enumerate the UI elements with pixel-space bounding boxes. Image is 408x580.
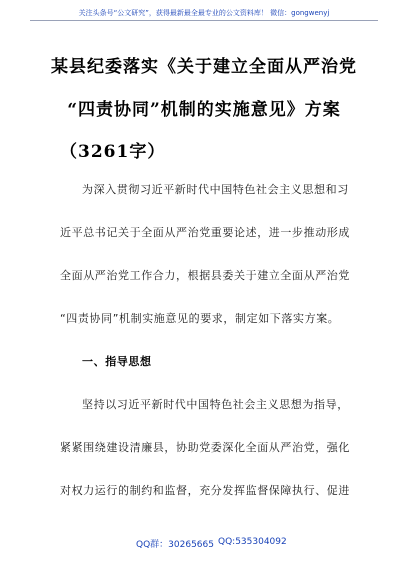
paragraph-line: 为深入贯彻习近平新时代中国特色社会主义思想和习 — [82, 183, 349, 196]
paragraph-line: 近平总书记关于全面从严治党重要论述，进一步推动形成 — [60, 226, 350, 239]
paragraph-line: 紧紧围绕建设清廉县，协助党委深化全面从严治党，强化 — [60, 441, 350, 454]
header-promo-note: 关注头条号“公文研究”，获得最新最全最专业的公文资料库！ 微信：gongwenyj — [78, 9, 330, 17]
paragraph-line: “四责协同”机制实施意见的要求，制定如下落实方案。 — [60, 312, 340, 325]
footer-qq-contact: QQ:535304092 — [218, 537, 287, 547]
header-divider — [30, 20, 378, 21]
section-heading: 一、指导思想 — [82, 355, 152, 368]
paragraph-line: 坚持以习近平新时代中国特色社会主义思想为指导， — [82, 398, 349, 411]
document-title-line-1: 某县纪委落实《关于建立全面从严治党 — [51, 57, 357, 77]
footer-qq-group: QQ群：30265665 — [136, 540, 214, 550]
document-title-line-2: “四责协同”机制的实施意见》方案 — [67, 100, 341, 120]
paragraph-line: 对权力运行的制约和监督，充分发挥监督保障执行、促进 — [60, 484, 350, 497]
document-word-count: （3261字） — [60, 142, 166, 162]
paragraph-line: 全面从严治党工作合力，根据县委关于建立全面从严治党 — [60, 269, 350, 282]
page-footer — [0, 537, 408, 557]
